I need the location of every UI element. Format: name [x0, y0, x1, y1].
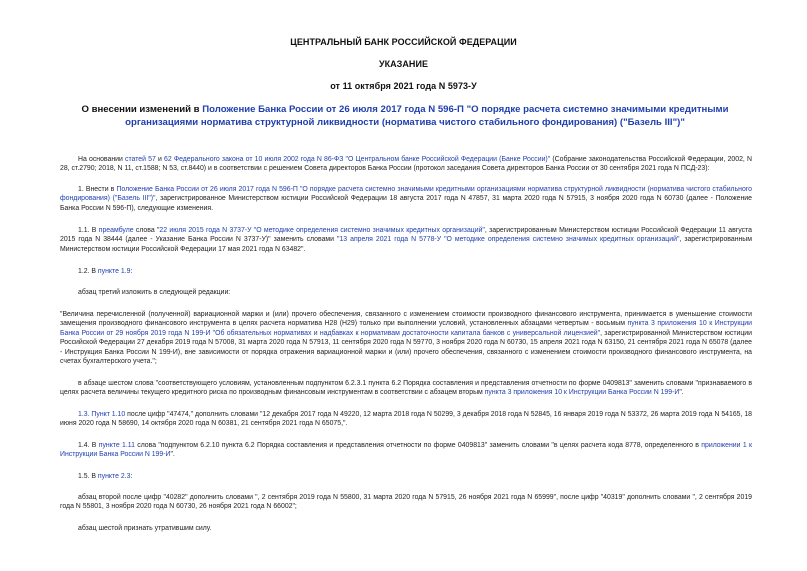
document-date-number: от 11 октября 2021 года N 5973-У — [330, 81, 477, 91]
item-1-2-paragraph — [60, 267, 752, 276]
item-1-1-text-3: , зарегистрированным Министерством юстиции Российской Федерации 11 августа 2015 года N 38444 (далее - Указание Банка России N 3737-У)" заменить словами " — [60, 227, 752, 244]
preamble-text-1: На основании — [78, 156, 125, 163]
link-clause-1-9[interactable]: пункте 1.9 — [97, 268, 131, 275]
item-1-5-text-1: 1.5. В — [78, 473, 98, 480]
link-clause-1-11[interactable]: пункте 1.11 — [98, 442, 135, 449]
abzac-6-text-2: ". — [679, 389, 684, 397]
quoted-new-text — [60, 310, 752, 366]
item-1-paragraph — [60, 185, 752, 213]
link-preamble[interactable]: преамбуле — [98, 227, 134, 234]
document-type: УКАЗАНИЕ — [378, 59, 429, 69]
title-prefix: О внесении изменений в — [81, 104, 203, 115]
link-clause-2-3[interactable]: пункте 2.3 — [97, 473, 131, 480]
paragraph-abzac-6-void: абзац шестой признать утратившим силу. — [78, 525, 212, 532]
preamble-paragraph — [60, 155, 752, 174]
item-1-4-paragraph — [60, 441, 752, 460]
item-1-2-text-2: : — [130, 268, 133, 275]
link-federal-law-86[interactable]: 62 Федерального закона от 10 июля 2002 года N 86-ФЗ "О Центральном банке Российской Федерации (Банке России)" — [164, 156, 551, 163]
item-1-4-text-1: 1.4. В — [78, 442, 99, 449]
item-1-2-text-1: 1.2. В — [78, 268, 98, 275]
paragraph-abzac-6 — [60, 379, 752, 398]
link-annex10-clause3[interactable]: пункта 3 приложения 10 к Инструкции Банка России N 199-И — [484, 389, 680, 397]
title-link[interactable]: Положение Банка России от 26 июля 2017 года N 596-П "О порядке расчета системно значимыми кредитными организациями норматива структурной ликвидности (норматива чистого стабильного фондирования) ("Базель III")" — [125, 104, 729, 128]
item-1-1-paragraph — [60, 226, 752, 254]
paragraph-abzac-2: абзац второй после цифр "40282" дополнить словами ", 2 сентября 2019 года N 55800, 31 марта 2020 года N 57915, 26 ноября 2021 года N 65999", после цифр "40319" дополнить словами ", 2 сентября 2019 года N 55801, 3 ноября 2020 года N 60730, 26 ноября 2021 года N 66002"; — [60, 494, 752, 511]
link-directive-3737u[interactable]: 22 июля 2015 года N 3737-У "О методике определения системно значимых кредитных организаций" — [159, 227, 485, 234]
item-1-1-text-1: 1.1. В — [78, 227, 99, 234]
link-article-57[interactable]: статей 57 — [125, 156, 156, 163]
item-1-5-paragraph — [60, 472, 752, 481]
document-title — [60, 104, 750, 129]
quote-text-1: "Величина перечисленной (полученной) вариационной маржи и (или) прочего обеспечения, связанного с изменением стоимости производного финансового инструмента, принимается в уменьшение стоимости замещения производного финансового инструмента в целях расчета норматива Н28 (Н29) только при выполнении условий, установленных абзацами четвертым - восьмым — [60, 311, 752, 328]
preamble-text-2: и — [155, 156, 165, 163]
item-1-3-paragraph — [60, 410, 752, 429]
link-instruction-199i-annex10[interactable]: пункта 3 приложения 10 к Инструкции Банка России от 29 ноября 2019 года N 199-И "Об обязательных нормативах и надбавках к нормативам достаточности капитала банков с универсальной лицензией" — [60, 320, 752, 337]
paragraph-abzac-3: абзац третий изложить в следующей редакции: — [78, 289, 231, 296]
link-regulation-596p[interactable]: Положение Банка России от 26 июля 2017 года N 596-П "О порядке расчета системно значимыми кредитными организациями норматива структурной ликвидности (норматива чистого стабильного фондирования) ("Базель III")" — [60, 186, 752, 203]
link-clause-1-10[interactable]: 1.3. Пункт 1.10 — [78, 411, 126, 418]
abzac-6-text-1: в абзаце шестом слова "соответствующего условиям, установленным подпунктом 6.2.3.1 пункта 6.2 Порядка составления и представления отчетности по форме 0409813" заменить словами "признаваемого в целях расчета величины текущего кредитного риска по производным финансовым инструментам в соответствии с абзацем вторым — [60, 380, 752, 397]
item-1-3-text-1: после цифр "47474," дополнить словами "12 декабря 2017 года N 49220, 12 марта 2018 года N 50299, 3 декабря 2018 года N 52845, 16 января 2019 года N 53372, 26 марта 2019 года N 54165, 18 июня 2020 года N 58690, 14 октября 2020 года N 60381, 21 сентября 2021 года N 65075,". — [60, 411, 753, 428]
item-1-1-text-4: , зарегистрированным Министерством юстиции Российской Федерации 17 мая 2021 года N 63482". — [60, 236, 752, 253]
item-1-text-2: , зарегистрированное Министерством юстиции Российской Федерации 18 августа 2017 года N 47857, 31 марта 2020 года N 57915, 3 ноября 2020 года N 60730 (далее - Положение Банка России N 596-П), следующие изменения. — [60, 195, 752, 212]
link-annex1-instruction-199i[interactable]: приложении 1 к Инструкции Банка России N 199-И — [60, 442, 752, 459]
quote-text-2: , зарегистрированной Министерством юстиции Российской Федерации 27 декабря 2019 года N 57008, 31 марта 2020 года N 57913, 11 сентября 2020 года N 59770, 3 ноября 2020 года N 60730, 15 апреля 2021 года N 63150, 21 сентября 2021 года N 65078 (далее - Инструкция Банка России N 199-И), вне зависимости от порядка отражения вариационной маржи и (или) прочего обеспечения, связанного с изменением стоимости производного финансового инструмента, на счетах бухгалтерского учета."; — [60, 329, 752, 366]
item-1-1-text-2: слова " — [133, 227, 160, 234]
bank-name: ЦЕНТРАЛЬНЫЙ БАНК РОССИЙСКОЙ ФЕДЕРАЦИИ — [290, 37, 517, 47]
item-1-4-text-3: ". — [170, 451, 175, 459]
item-1-4-text-2: слова "подпунктом 6.2.10 пункта 6.2 Порядка составления и представления отчетности по форме 0409813" заменить словами "в целях расчета кода 8778, определенного в — [134, 442, 702, 449]
preamble-text-3: (Собрание законодательства Российской Федерации, 2002, N 28, ст.2790; 2018, N 11, ст.1588; N 53, ст.8440) и в соответствии с решением Совета директоров Банка России (протокол заседания Совета директоров Банка России от 30 сентября 2021 года N ПСД-23): — [60, 156, 752, 173]
link-directive-5778u[interactable]: 13 апреля 2021 года N 5778-У "О методике определения системно значимых кредитных организаций" — [339, 236, 680, 244]
item-1-text-1: 1. Внести в — [78, 186, 117, 193]
item-1-5-text-2: : — [130, 473, 133, 480]
